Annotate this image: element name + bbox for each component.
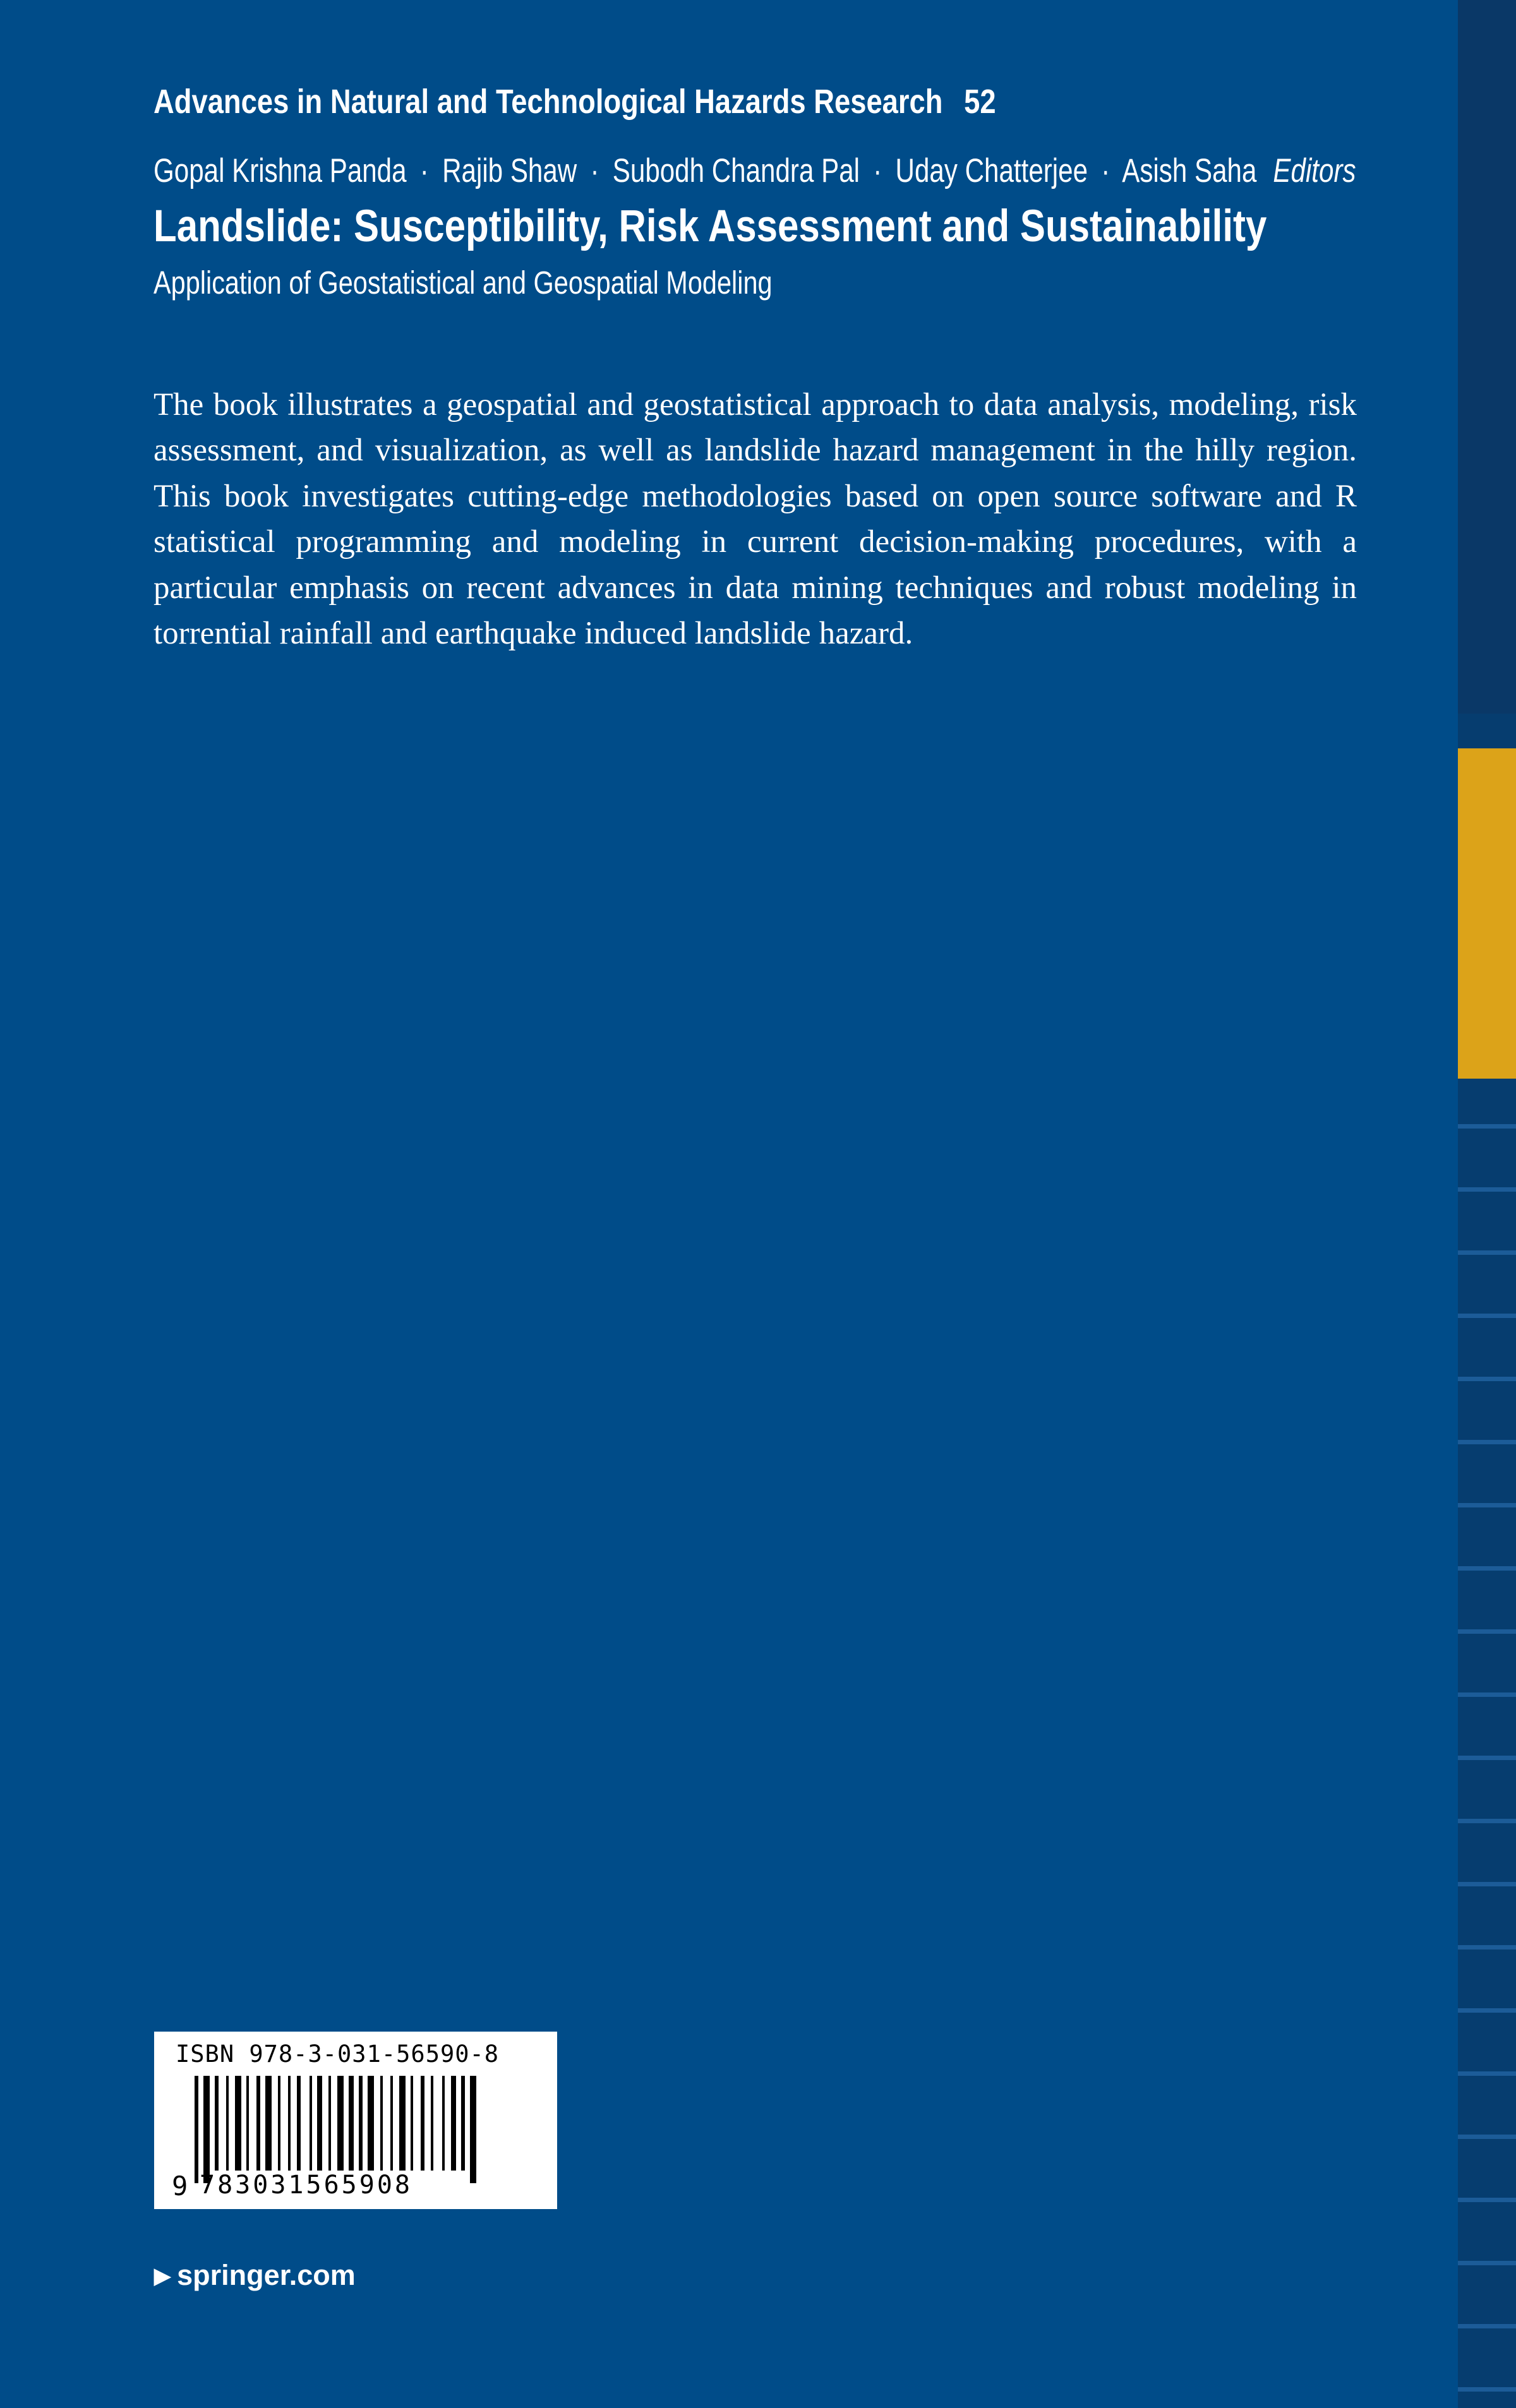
spine-stripe bbox=[1458, 1756, 1516, 1760]
spine-edge bbox=[1458, 0, 1516, 2408]
spine-stripe bbox=[1458, 1819, 1516, 1823]
spine-stripe bbox=[1458, 1314, 1516, 1318]
editor-name: Uday Chatterjee bbox=[895, 152, 1088, 189]
spine-stripe bbox=[1458, 2324, 1516, 2328]
spine-stripe bbox=[1458, 1566, 1516, 1571]
editor-separator: · bbox=[873, 152, 882, 189]
spine-stripe bbox=[1458, 1440, 1516, 1444]
spine-stripe bbox=[1458, 2387, 1516, 2392]
spine-stripe bbox=[1458, 2198, 1516, 2202]
editor-separator: · bbox=[419, 152, 429, 189]
spine-stripe bbox=[1458, 1945, 1516, 1950]
book-subtitle: Application of Geostatistical and Geospatial Modeling bbox=[153, 265, 773, 301]
spine-stripe bbox=[1458, 2071, 1516, 2076]
editors-line bbox=[153, 152, 1356, 190]
editors-role: Editors bbox=[1273, 152, 1356, 189]
editor-name: Rajib Shaw bbox=[442, 152, 577, 189]
book-description: The book illustrates a geospatial and geostatistical approach to data analysis, modeling, risk assessment, and visualization, as well as landslide hazard management in the hilly region. This book investigates cutting-edge methodologies based on open source software and R statistical programming and modeling in current decision-making procedures, with a particular emphasis on recent advances in data mining techniques and robust modeling in torrential rainfall and earthquake induced landslide hazard. bbox=[153, 387, 1357, 652]
book-title: Landslide: Susceptibility, Risk Assessment and Sustainability bbox=[153, 201, 1267, 251]
spine-stripe bbox=[1458, 1692, 1516, 1697]
editor-name: Asish Saha bbox=[1122, 152, 1257, 189]
spine-stripe bbox=[1458, 1377, 1516, 1381]
spine-stripe bbox=[1458, 2261, 1516, 2265]
spine-stripe bbox=[1458, 1250, 1516, 1255]
barcode-first-digit: 9 bbox=[172, 2171, 188, 2201]
series-line bbox=[153, 82, 996, 121]
editor-separator: · bbox=[1101, 152, 1110, 189]
barcode-digits: 783031565908 bbox=[200, 2171, 412, 2200]
publisher-link[interactable] bbox=[154, 2259, 356, 2292]
editor-name: Subodh Chandra Pal bbox=[612, 152, 860, 189]
isbn-label: ISBN 978-3-031-56590-8 bbox=[176, 2040, 500, 2068]
spine-stripe bbox=[1458, 1629, 1516, 1634]
spine-stripe bbox=[1458, 1503, 1516, 1507]
editor-name: Gopal Krishna Panda bbox=[153, 152, 407, 189]
spine-yellow-band bbox=[1458, 748, 1516, 1079]
spine-dark-band bbox=[1458, 0, 1516, 714]
spine-stripe bbox=[1458, 2135, 1516, 2139]
spine-stripe bbox=[1458, 1124, 1516, 1129]
editor-separator: · bbox=[590, 152, 599, 189]
isbn-barcode-box bbox=[154, 2032, 557, 2209]
series-number: 52 bbox=[964, 83, 996, 121]
spine-stripe bbox=[1458, 2008, 1516, 2013]
spine-stripe bbox=[1458, 1187, 1516, 1192]
publisher-url: springer.com bbox=[177, 2259, 356, 2291]
triangle-right-icon: ▶ bbox=[154, 2264, 171, 2288]
spine-stripe bbox=[1458, 1882, 1516, 1886]
series-name: Advances in Natural and Technological Hazards Research bbox=[153, 83, 943, 121]
